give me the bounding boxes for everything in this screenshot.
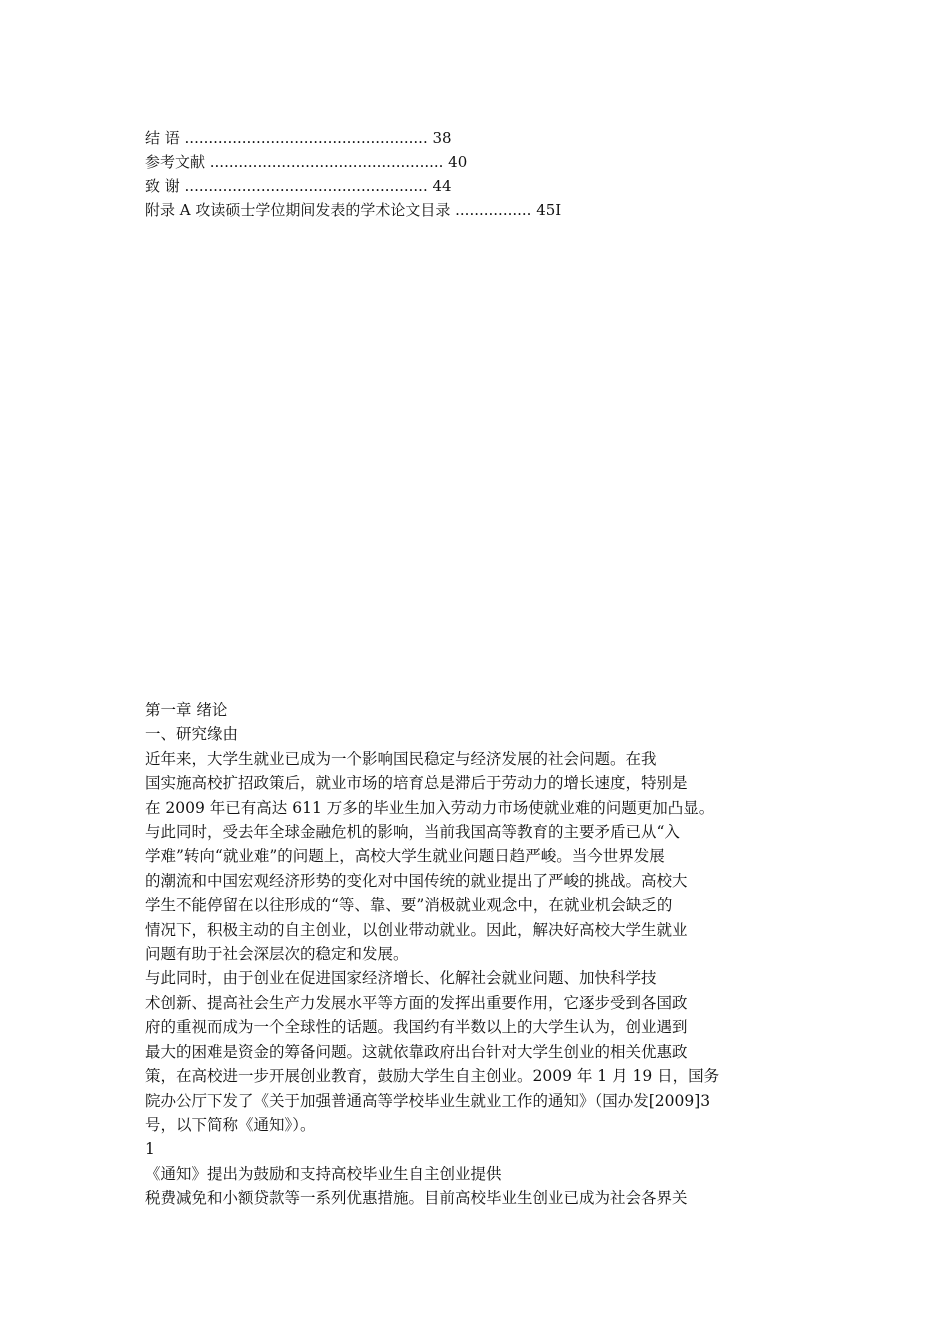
paragraph-line: 学生不能停留在以往形成的“等、靠、要”消极就业观念中，在就业机会缺乏的 xyxy=(145,896,673,915)
toc-entry-appendix-a: 附录 A 攻读硕士学位期间发表的学术论文目录 ................ 45I xyxy=(145,201,562,219)
paragraph-line: 国实施高校扩招政策后，就业市场的培育总是滞后于劳动力的增长速度，特别是 xyxy=(145,774,688,793)
paragraph-line: 与此同时，受去年全球金融危机的影响，当前我国高等教育的主要矛盾已从“入 xyxy=(145,823,680,842)
toc-entry-conclusion: 结 语 ................................................... 38 xyxy=(145,129,452,147)
table-of-contents xyxy=(145,126,845,222)
paragraph-line: 术创新、提高社会生产力发展水平等方面的发挥出重要作用，它逐步受到各国政 xyxy=(145,993,688,1012)
toc-entry-references: 参考文献 ................................................. 40 xyxy=(145,153,468,171)
paragraph-line: 号，以下简称《通知》）。 xyxy=(145,1115,316,1134)
paragraph-line: 的潮流和中国宏观经济形势的变化对中国传统的就业提出了严峻的挑战。高校大 xyxy=(145,871,688,890)
paragraph-line: 院办公厅下发了《关于加强普通高等学校毕业生就业工作的通知》（国办发[2009]3 xyxy=(145,1091,711,1110)
paragraph-line: 策，在高校进一步开展创业教育，鼓励大学生自主创业。2009 年 1 月 19 日，国务 xyxy=(145,1067,720,1086)
paragraph-line: 最大的困难是资金的筹备问题。这就依靠政府出台针对大学生创业的相关优惠政 xyxy=(145,1042,688,1061)
paragraph-line: 在 2009 年已有高达 611 万多的毕业生加入劳动力市场使就业难的问题更加凸显。 xyxy=(145,798,715,817)
chapter-heading: 第一章 绪论 xyxy=(145,701,228,719)
paragraph-line: 问题有助于社会深层次的稳定和发展。 xyxy=(145,945,409,964)
paragraph-line: 情况下，积极主动的自主创业，以创业带动就业。因此，解决好高校大学生就业 xyxy=(145,920,688,939)
footnote-number: 1 xyxy=(145,1140,155,1159)
paragraph-line: 近年来，大学生就业已成为一个影响国民稳定与经济发展的社会问题。在我 xyxy=(145,749,657,768)
paragraph-line: 与此同时，由于创业在促进国家经济增长、化解社会就业问题、加快科学技 xyxy=(145,969,657,988)
chapter-one-body xyxy=(145,698,845,1211)
paragraph-line: 《通知》提出为鼓励和支持高校毕业生自主创业提供 xyxy=(145,1164,502,1183)
paragraph-line: 税费减免和小额贷款等一系列优惠措施。目前高校毕业生创业已成为社会各界关 xyxy=(145,1189,688,1208)
paragraph-line: 府的重视而成为一个全球性的话题。我国约有半数以上的大学生认为，创业遇到 xyxy=(145,1018,688,1037)
section-heading: 一、研究缘由 xyxy=(145,725,239,744)
toc-entry-acknowledgements: 致 谢 ................................................... 44 xyxy=(145,177,452,195)
paragraph-line: 学难”转向“就业难”的问题上，高校大学生就业问题日趋严峻。当今世界发展 xyxy=(145,847,665,866)
